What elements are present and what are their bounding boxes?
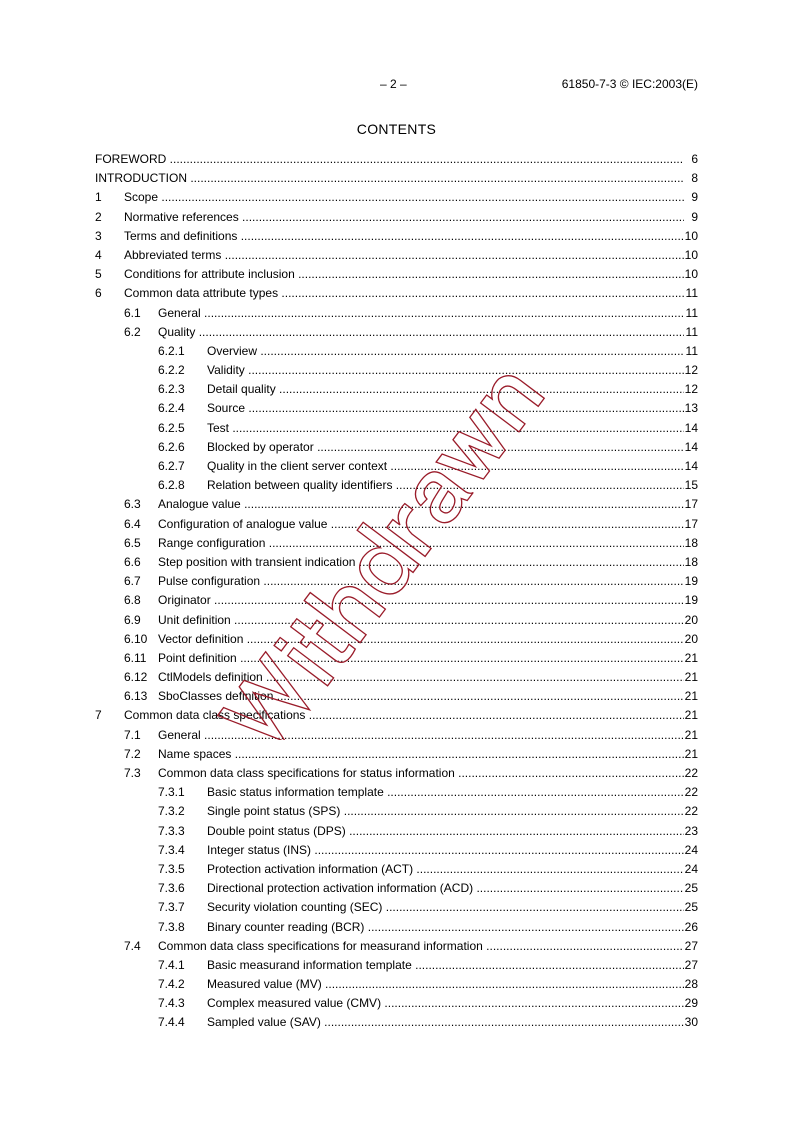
toc-entry-number: 7.2 [124, 746, 141, 761]
toc-entry-number: 6 [95, 286, 102, 301]
toc-entry-page: 21 [684, 668, 698, 687]
page-number: – 2 – [380, 77, 407, 91]
toc-entry-number: 5 [95, 267, 102, 282]
toc-entry [95, 802, 698, 821]
toc-entry-page: 24 [684, 860, 698, 879]
toc-entry-page: 25 [684, 898, 698, 917]
toc-entry-label: Detail quality ..... [207, 380, 684, 399]
toc-entry [95, 764, 698, 783]
toc-entry-label: Normative references ..... [124, 208, 684, 227]
toc-entry-label: Quality ..... [158, 323, 684, 342]
toc-entry-number: 6.2.1 [158, 343, 185, 358]
withdrawn-watermark [170, 280, 650, 740]
toc-entry-page: 23 [684, 822, 698, 841]
toc-entry-number: 7.3.2 [158, 804, 185, 819]
toc-entry-number: 6.10 [124, 631, 148, 646]
toc-entry-page: 20 [684, 611, 698, 630]
toc-entry-label: Analogue value ..... [158, 495, 684, 514]
toc-entry-label: Range configuration ..... [158, 534, 684, 553]
toc-entry-label: Abbreviated terms ..... [124, 246, 684, 265]
toc-entry-page: 10 [684, 227, 698, 246]
toc-entry-label: Binary counter reading (BCR) ..... [207, 918, 684, 937]
toc-entry-number: 6.2.2 [158, 363, 185, 378]
toc-entry-label: Pulse configuration ..... [158, 572, 684, 591]
toc-entry-number: 7.3.6 [158, 881, 185, 896]
toc-entry-page: 12 [684, 380, 698, 399]
toc-entry-page: 18 [684, 534, 698, 553]
toc-entry-number: 6.2.3 [158, 382, 185, 397]
toc-entry-number: 7.3.4 [158, 842, 185, 857]
toc-entry-number: 6.2.5 [158, 420, 185, 435]
toc-entry-page: 22 [684, 783, 698, 802]
toc-entry-page: 26 [684, 918, 698, 937]
toc-entry-page: 14 [684, 457, 698, 476]
toc-entry-number: 7.3.5 [158, 861, 185, 876]
toc-entry-label: Common data class specifications ..... [124, 706, 684, 725]
toc-entry-number: 7.3.8 [158, 919, 185, 934]
toc-entry-label: Vector definition ..... [158, 630, 684, 649]
page-header [0, 77, 793, 93]
toc-entry-number: 6.9 [124, 612, 141, 627]
toc-entry-label: Scope ..... [124, 188, 684, 207]
toc-entry-label: Directional protection activation information (ACD) ..... [207, 879, 684, 898]
toc-entry [95, 879, 698, 898]
toc-entry-label: Complex measured value (CMV) ..... [207, 994, 684, 1013]
toc-entry-number: 6.8 [124, 593, 141, 608]
toc-entry-label: Relation between quality identifiers ..... [207, 476, 684, 495]
toc-entry-number: 6.7 [124, 574, 141, 589]
toc-entry-label: Overview ..... [207, 342, 684, 361]
toc-entry [95, 169, 698, 188]
toc-entry-page: 15 [684, 476, 698, 495]
toc-entry [95, 227, 698, 246]
toc-entry-label: Basic status information template ..... [207, 783, 684, 802]
toc-entry-label: Point definition ..... [158, 649, 684, 668]
toc-entry-label: General ..... [158, 304, 684, 323]
toc-entry-page: 14 [684, 419, 698, 438]
toc-entry-page: 11 [684, 304, 698, 323]
toc-entry-page: 13 [684, 399, 698, 418]
toc-entry [95, 783, 698, 802]
toc-entry-page: 17 [684, 495, 698, 514]
toc-entry-page: 10 [684, 246, 698, 265]
toc-entry [95, 918, 698, 937]
toc-entry [95, 937, 698, 956]
toc-entry-page: 14 [684, 438, 698, 457]
toc-entry [95, 841, 698, 860]
toc-entry-number: 7.4.3 [158, 996, 185, 1011]
toc-entry-number: 1 [95, 190, 102, 205]
toc-entry-label: Name spaces ..... [158, 745, 684, 764]
toc-entry-label: Single point status (SPS) ..... [207, 802, 684, 821]
toc-entry-page: 12 [684, 361, 698, 380]
toc-entry-label: Step position with transient indication ..... [158, 553, 684, 572]
toc-entry-number: 6.11 [124, 650, 147, 665]
toc-entry-number: 7.3.3 [158, 823, 185, 838]
toc-entry-page: 22 [684, 764, 698, 783]
toc-entry-number: 2 [95, 209, 102, 224]
toc-entry-page: 24 [684, 841, 698, 860]
toc-entry [95, 956, 698, 975]
toc-entry-label: SboClasses definition ..... [158, 687, 684, 706]
toc-entry [95, 822, 698, 841]
toc-entry-number: 7.3.1 [158, 785, 185, 800]
toc-entry-number: 7.4 [124, 938, 141, 953]
toc-entry-number: 7.3.7 [158, 900, 185, 915]
toc-entry-label: Originator ..... [158, 591, 684, 610]
toc-entry-label: Conditions for attribute inclusion ..... [124, 265, 684, 284]
toc-entry-page: 27 [684, 956, 698, 975]
toc-entry-label: Quality in the client server context ..... [207, 457, 684, 476]
toc-entry-label: Common data class specifications for status information ..... [158, 764, 684, 783]
toc-entry-page: 6 [684, 150, 698, 169]
toc-entry-number: 7.3 [124, 766, 141, 780]
toc-entry-label: Measured value (MV) ..... [207, 975, 684, 994]
toc-entry-number: 6.2.7 [158, 459, 185, 473]
toc-entry-label: Test ..... [207, 419, 684, 438]
toc-entry-number: 7 [95, 708, 102, 723]
toc-entry [95, 898, 698, 917]
toc-entry-label: Configuration of analogue value ..... [158, 515, 684, 534]
toc-entry-label: Common data attribute types ..... [124, 284, 684, 303]
toc-entry-label: Integer status (INS) ..... [207, 841, 684, 860]
toc-entry-page: 20 [684, 630, 698, 649]
toc-entry [95, 246, 698, 265]
toc-entry-page: 17 [684, 515, 698, 534]
toc-entry [95, 150, 698, 169]
toc-entry-number: 7.4.4 [158, 1015, 185, 1030]
document-id: 61850-7-3 © IEC:2003(E) [561, 77, 698, 91]
toc-entry-page: 11 [684, 284, 698, 303]
toc-entry-number: 4 [95, 247, 102, 262]
toc-entry-label: Unit definition ..... [158, 611, 684, 630]
toc-entry-page: 11 [684, 342, 698, 361]
toc-entry-page: 9 [684, 208, 698, 227]
toc-entry-label: General ..... [158, 726, 684, 745]
toc-entry-page: 19 [684, 572, 698, 591]
toc-entry-page: 19 [684, 591, 698, 610]
toc-entry-page: 8 [684, 169, 698, 188]
toc-entry-label: Security violation counting (SEC) ..... [207, 898, 684, 917]
toc-entry-number: 6.2.6 [158, 439, 185, 454]
toc-entry-label: Terms and definitions ..... [124, 227, 684, 246]
page-title: CONTENTS [356, 121, 437, 137]
toc-entry-page: 18 [684, 553, 698, 572]
toc-entry-page: 10 [684, 265, 698, 284]
toc-entry-page: 21 [684, 649, 698, 668]
toc-entry-number: 6.3 [124, 497, 141, 512]
toc-entry-label: INTRODUCTION ..... [95, 169, 684, 188]
toc-entry-page: 9 [684, 188, 698, 207]
toc-entry [95, 1013, 698, 1032]
toc-entry-page: 29 [684, 994, 698, 1013]
toc-entry-page: 30 [684, 1013, 698, 1032]
toc-entry-page: 25 [684, 879, 698, 898]
toc-entry-page: 28 [684, 975, 698, 994]
toc-entry-page: 11 [684, 323, 698, 342]
toc-entry-number: 7.4.2 [158, 977, 185, 992]
toc-entry-number: 6.2.8 [158, 478, 185, 493]
toc-entry-label: Source ..... [207, 399, 684, 418]
toc-entry-label: Protection activation information (ACT) ..... [207, 860, 684, 879]
toc-entry-label: Common data class specifications for measurand information ..... [158, 937, 684, 956]
toc-entry-page: 21 [684, 745, 698, 764]
toc-entry-label: Validity ..... [207, 361, 684, 380]
toc-entry [95, 745, 698, 764]
toc-entry-number: 6.2 [124, 324, 141, 339]
toc-entry-number: 6.5 [124, 535, 141, 550]
toc-entry [95, 188, 698, 207]
toc-entry-page: 21 [684, 706, 698, 725]
toc-entry-page: 21 [684, 726, 698, 745]
toc-entry-number: 6.1 [124, 305, 141, 320]
toc-entry [95, 994, 698, 1013]
toc-entry-number: 7.4.1 [158, 957, 185, 972]
toc-entry-page: 22 [684, 802, 698, 821]
toc-entry-label: Sampled value (SAV) ..... [207, 1013, 684, 1032]
toc-entry-number: 6.13 [124, 689, 148, 704]
toc-entry-number: 6.4 [124, 516, 141, 531]
toc-entry-page: 21 [684, 687, 698, 706]
toc-entry-number: 6.6 [124, 554, 141, 569]
toc-entry-number: 6.12 [124, 670, 148, 685]
toc-entry-number: 7.1 [124, 727, 141, 742]
toc-entry [95, 975, 698, 994]
toc-entry-number: 3 [95, 228, 102, 243]
toc-entry [95, 860, 698, 879]
toc-entry-label: Double point status (DPS) ..... [207, 822, 684, 841]
toc-entry-label: CtlModels definition ..... [158, 668, 684, 687]
toc-entry-page: 27 [684, 937, 698, 956]
toc-entry-number: 6.2.4 [158, 401, 185, 416]
toc-entry-label: Blocked by operator ..... [207, 438, 684, 457]
toc-entry-label: Basic measurand information template ..... [207, 956, 684, 975]
toc-entry [95, 208, 698, 227]
toc-entry-label: FOREWORD ..... [95, 150, 684, 169]
